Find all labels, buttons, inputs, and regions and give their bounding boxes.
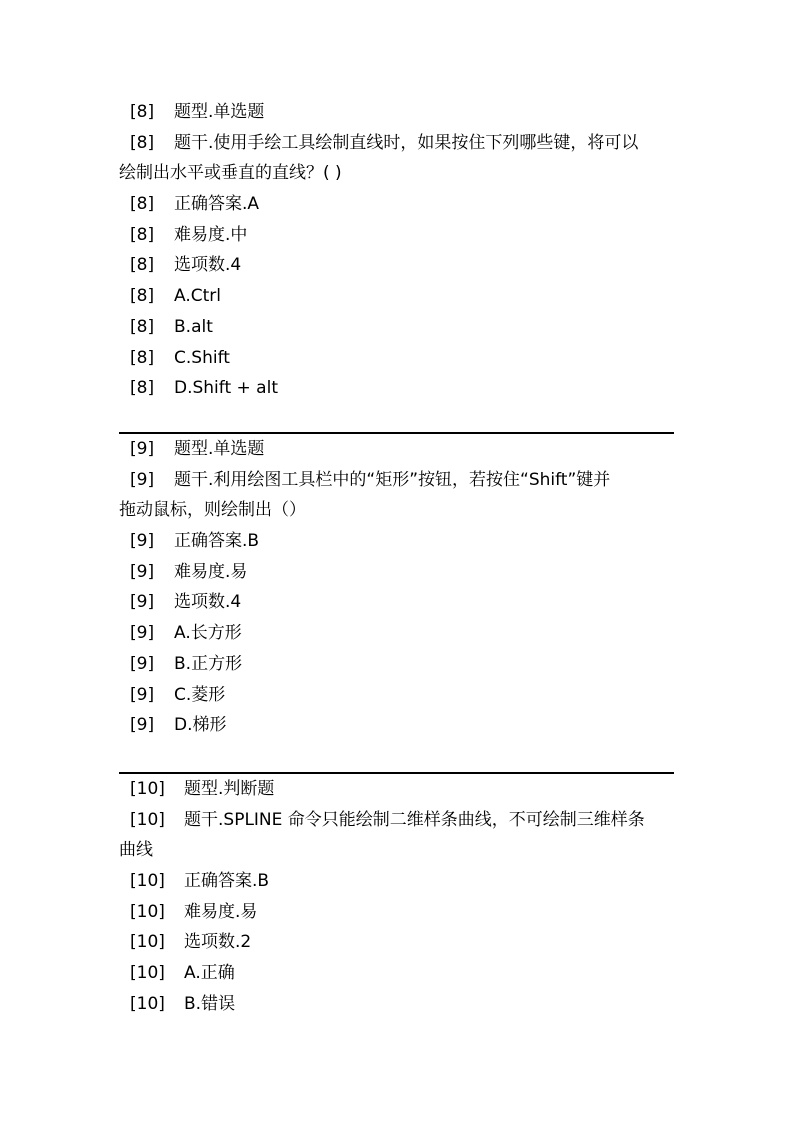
question-tag: [8] [130,316,155,337]
question-type-row [119,434,674,465]
question-stem-second: 绘制出水平或垂直的直线？( ) [119,163,342,184]
option-count-row [119,587,674,618]
difficulty: 难易度.易 [174,561,248,582]
difficulty-row [119,897,674,928]
option-row [119,649,674,680]
option-count: 选项数.4 [174,255,242,276]
question-8 [119,97,674,404]
option-b: B.错误 [184,993,236,1014]
question-type: 题型.单选题 [174,439,265,459]
question-tag: [9] [130,715,155,736]
question-stem-first: 题干.使用手绘工具绘制直线时，如果按住下列哪些键，将可以 [174,132,639,153]
correct-answer: 正确答案.B [184,871,270,892]
option-row [119,343,674,374]
answer-row [119,866,674,897]
question-type: 题型.判断题 [184,779,275,799]
question-tag: [9] [130,531,155,552]
option-c: C.菱形 [174,684,226,705]
question-tag: [9] [130,561,155,582]
option-row [119,989,674,1020]
question-type: 题型.单选题 [174,102,265,122]
option-count: 选项数.2 [184,932,252,953]
question-tag: [8] [130,347,155,368]
question-tag: [8] [130,224,155,245]
question-tag: [8] [130,132,155,153]
difficulty: 难易度.中 [174,224,248,245]
question-type-row [119,97,674,128]
option-count-row [119,250,674,281]
question-tag: [9] [130,653,155,674]
question-tag: [8] [130,286,155,307]
question-stem-second: 拖动鼠标，则绘制出（） [119,500,306,521]
question-tag: [8] [130,255,155,276]
question-stem [119,128,674,189]
option-row [119,958,674,989]
option-d: D.梯形 [174,715,227,736]
question-tag: [10] [130,871,165,892]
question-tag: [8] [130,194,155,215]
option-row [119,312,674,343]
question-tag: [9] [130,439,155,459]
option-row [119,373,674,404]
option-a: A.正确 [184,963,235,984]
question-tag: [9] [130,684,155,705]
question-tag: [10] [130,932,165,953]
question-tag: [9] [130,623,155,644]
difficulty-row [119,557,674,588]
question-stem-first: 题干.利用绘图工具栏中的“矩形”按钮，若按住“Shift”键并 [174,469,611,490]
question-tag: [10] [130,809,165,830]
option-count-row [119,927,674,958]
question-tag: [9] [130,469,155,490]
question-10 [119,772,674,1020]
option-b: B.正方形 [174,653,243,674]
option-a: A.长方形 [174,623,242,644]
option-a: A.Ctrl [174,286,221,307]
question-tag: [10] [130,963,165,984]
option-b: B.alt [174,316,213,337]
question-9 [119,432,674,741]
option-row [119,618,674,649]
question-tag: [10] [130,779,165,799]
correct-answer: 正确答案.B [174,531,260,552]
option-row [119,680,674,711]
answer-row [119,189,674,220]
option-row [119,281,674,312]
difficulty-row [119,220,674,251]
answer-row [119,526,674,557]
question-tag: [10] [130,901,165,922]
question-tag: [9] [130,592,155,613]
question-stem-first: 题干.SPLINE 命令只能绘制二维样条曲线，不可绘制三维样条 [184,809,645,830]
question-type-row [119,774,674,805]
option-c: C.Shift [174,347,230,368]
question-tag: [8] [130,102,155,122]
question-tag: [10] [130,993,165,1014]
option-count: 选项数.4 [174,592,242,613]
difficulty: 难易度.易 [184,901,258,922]
question-stem [119,465,674,526]
correct-answer: 正确答案.A [174,194,260,215]
option-row [119,710,674,741]
question-tag: [8] [130,378,155,399]
question-stem-second: 曲线 [119,840,153,861]
question-stem [119,805,674,866]
option-d: D.Shift + alt [174,378,278,399]
